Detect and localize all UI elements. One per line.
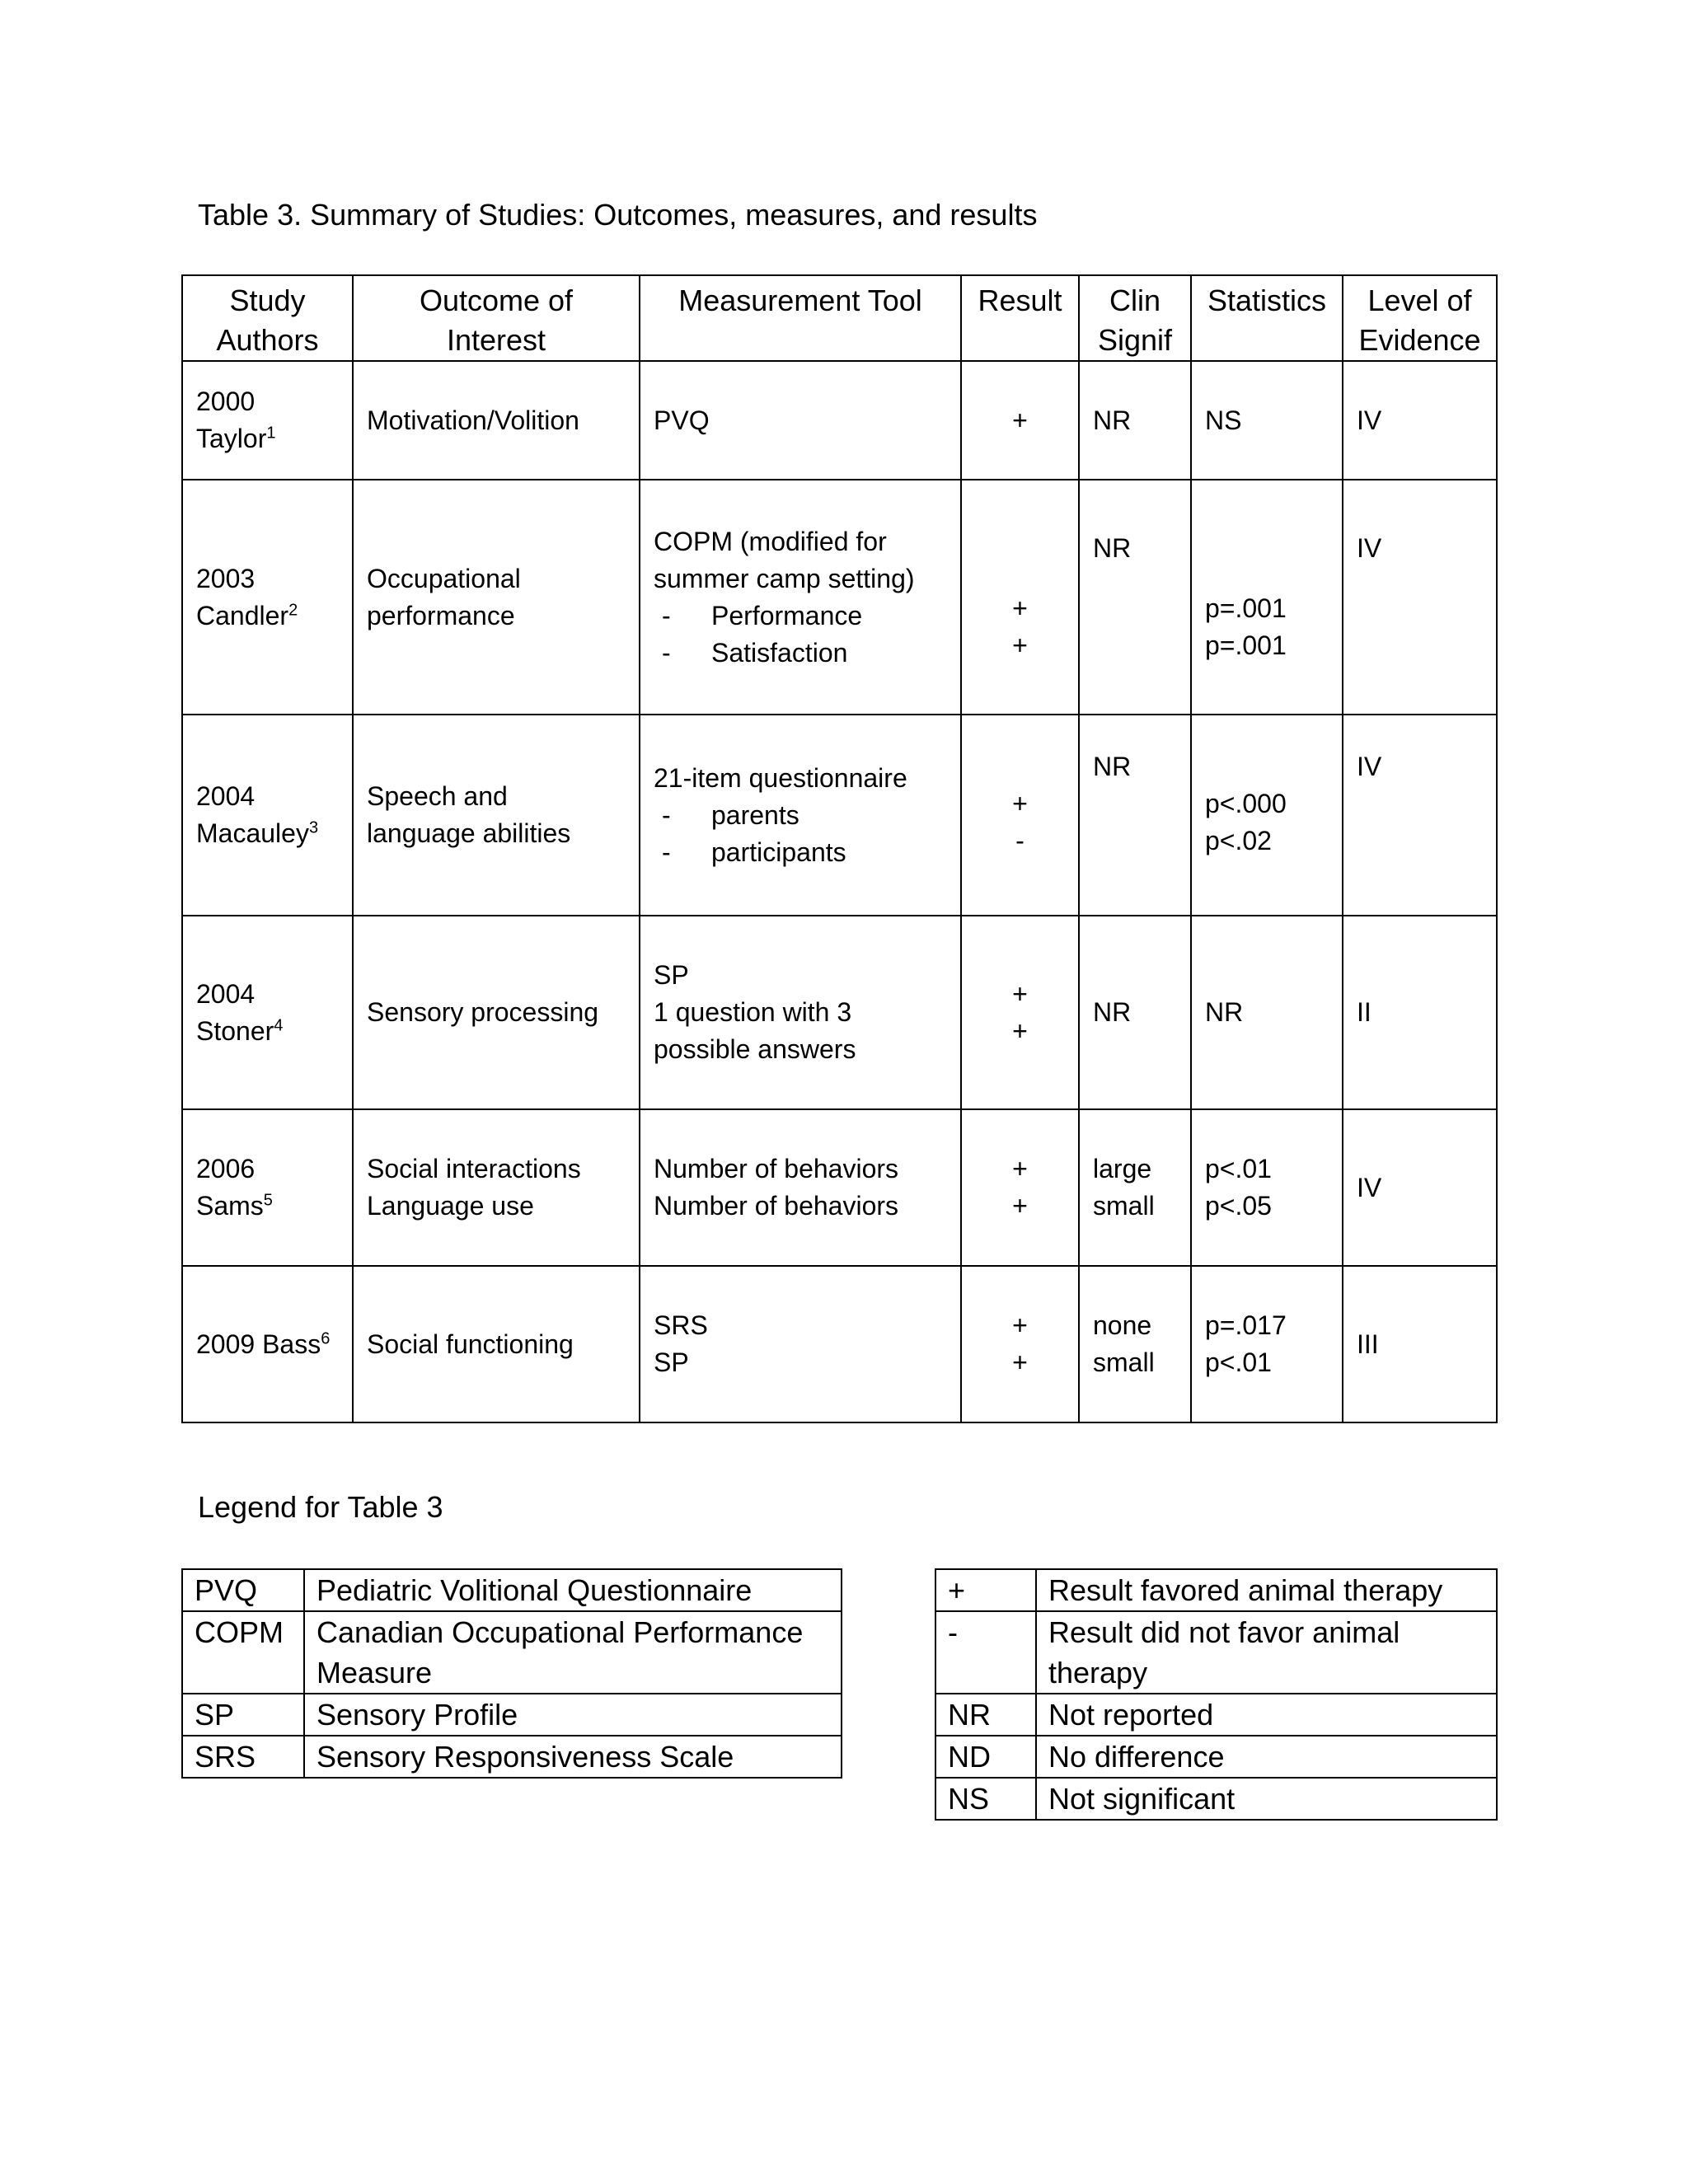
legend-meaning: Pediatric Volitional Questionnaire xyxy=(304,1569,842,1611)
clin-signif-cell xyxy=(1079,916,1191,1109)
result-cell xyxy=(961,916,1079,1109)
tool-line: SP xyxy=(654,960,689,990)
outcome-line: Social functioning xyxy=(367,1329,574,1359)
legend-abbreviation: COPM xyxy=(182,1611,304,1694)
bullet-dash: - xyxy=(662,799,671,830)
study-authors-cell xyxy=(182,1266,353,1422)
result-value: + xyxy=(1012,1310,1028,1340)
table-row xyxy=(182,480,1497,715)
legend-meaning: Result favored animal therapy xyxy=(1036,1569,1497,1611)
legend-row xyxy=(182,1611,842,1694)
reference-number: 6 xyxy=(321,1329,331,1347)
measurement-tool-cell xyxy=(640,361,961,480)
header-level-of-evidence: Level of Evidence xyxy=(1343,275,1497,361)
tool-line: PVQ xyxy=(654,405,710,435)
result-value: + xyxy=(1012,593,1028,623)
level-value: II xyxy=(1357,997,1372,1027)
header-statistics: Statistics xyxy=(1191,275,1343,361)
legend-symbol: + xyxy=(935,1569,1036,1611)
statistics-value: NR xyxy=(1205,997,1244,1027)
table-row xyxy=(182,916,1497,1109)
header-result: Result xyxy=(961,275,1079,361)
clin-signif-value: NR xyxy=(1093,997,1132,1027)
header-measurement-tool: Measurement Tool xyxy=(640,275,961,361)
outcome-line: Occupational xyxy=(367,563,521,593)
legend-meaning: Sensory Profile xyxy=(304,1694,842,1736)
outcome-cell xyxy=(353,1109,640,1266)
study-author: Macauley xyxy=(196,818,309,848)
result-value: + xyxy=(1012,630,1028,660)
legend-row xyxy=(935,1569,1497,1611)
outcome-line: Motivation/Volition xyxy=(367,405,579,435)
tool-sub-item xyxy=(654,598,947,635)
tool-line: possible answers xyxy=(654,1034,856,1064)
study-year: 2004 xyxy=(196,978,256,1009)
study-authors-cell xyxy=(182,480,353,715)
tool-line: Number of behaviors xyxy=(654,1154,899,1183)
legend-abbreviation: SP xyxy=(182,1694,304,1736)
result-cell xyxy=(961,361,1079,480)
tool-line: 21-item questionnaire xyxy=(654,762,907,793)
level-of-evidence-cell xyxy=(1343,1266,1497,1422)
level-value: IV xyxy=(1357,405,1382,435)
result-value: + xyxy=(1012,1191,1028,1221)
legend-title: Legend for Table 3 xyxy=(198,1490,443,1524)
outcome-line: Language use xyxy=(367,1191,534,1221)
study-year: 2009 Bass xyxy=(196,1329,321,1359)
legend-row xyxy=(935,1611,1497,1694)
tool-line: SP xyxy=(654,1347,689,1377)
result-cell xyxy=(961,1109,1079,1266)
result-value: + xyxy=(1012,978,1028,1009)
clin-signif-cell xyxy=(1079,361,1191,480)
header-outcome: Outcome of Interest xyxy=(353,275,640,361)
level-of-evidence-cell xyxy=(1343,1109,1497,1266)
outcome-cell xyxy=(353,715,640,916)
measurement-tool-cell xyxy=(640,480,961,715)
table-row xyxy=(182,1109,1497,1266)
header-clin-signif: Clin Signif xyxy=(1079,275,1191,361)
table-caption: Table 3. Summary of Studies: Outcomes, measures, and results xyxy=(198,198,1038,232)
outcome-line: Social interactions xyxy=(367,1154,581,1183)
clin-signif-cell xyxy=(1079,480,1191,715)
table-row xyxy=(182,715,1497,916)
clin-signif-value: small xyxy=(1093,1347,1155,1377)
outcome-line: language abilities xyxy=(367,818,571,848)
legend-meaning: Not reported xyxy=(1036,1694,1497,1736)
level-value: IV xyxy=(1357,533,1382,563)
result-value: + xyxy=(1012,405,1028,435)
study-year: 2003 xyxy=(196,563,256,593)
clin-signif-value: small xyxy=(1093,1191,1155,1221)
clin-signif-value: none xyxy=(1093,1310,1152,1340)
abbreviation-legend xyxy=(181,1568,842,1779)
level-value: IV xyxy=(1357,752,1382,781)
study-year: 2004 xyxy=(196,781,256,811)
tool-sub-item xyxy=(654,635,947,672)
level-value: III xyxy=(1357,1329,1379,1359)
studies-table xyxy=(181,274,1498,1423)
outcome-cell xyxy=(353,916,640,1109)
outcome-cell xyxy=(353,1266,640,1422)
level-value: IV xyxy=(1357,1172,1382,1202)
statistics-value: p<.05 xyxy=(1205,1191,1272,1221)
reference-number: 2 xyxy=(288,600,298,619)
statistics-cell xyxy=(1191,480,1343,715)
study-authors-cell xyxy=(182,715,353,916)
statistics-value: p<.02 xyxy=(1205,826,1272,855)
tool-sub-item xyxy=(654,834,947,871)
result-value: + xyxy=(1012,1347,1028,1377)
result-value: + xyxy=(1012,789,1028,818)
outcome-line: Sensory processing xyxy=(367,997,599,1027)
legend-abbreviation: PVQ xyxy=(182,1569,304,1611)
tool-line: 1 question with 3 xyxy=(654,997,852,1027)
legend-meaning: No difference xyxy=(1036,1736,1497,1778)
tool-sub-item xyxy=(654,797,947,834)
clin-signif-value: NR xyxy=(1093,752,1132,781)
legend-meaning: Sensory Responsiveness Scale xyxy=(304,1736,842,1778)
legend-meaning: Not significant xyxy=(1036,1778,1497,1820)
study-authors-cell xyxy=(182,916,353,1109)
statistics-cell xyxy=(1191,1266,1343,1422)
result-value: + xyxy=(1012,1015,1028,1046)
legend-symbol: NS xyxy=(935,1778,1036,1820)
tool-line: summer camp setting) xyxy=(654,563,915,593)
legend-abbreviation: SRS xyxy=(182,1736,304,1778)
legend-row xyxy=(182,1569,842,1611)
outcome-line: performance xyxy=(367,600,515,630)
table-row xyxy=(182,361,1497,480)
tool-sub-label: Performance xyxy=(711,600,863,630)
statistics-value: p=.001 xyxy=(1205,593,1287,623)
reference-number: 5 xyxy=(263,1191,273,1210)
tool-line: COPM (modified for xyxy=(654,526,887,556)
statistics-value: p<.01 xyxy=(1205,1347,1272,1377)
study-author: Candler xyxy=(196,600,289,630)
statistics-cell xyxy=(1191,1109,1343,1266)
statistics-value: p=.017 xyxy=(1205,1310,1287,1340)
study-authors-cell xyxy=(182,361,353,480)
tool-sub-label: parents xyxy=(711,799,799,830)
clin-signif-value: large xyxy=(1093,1154,1152,1183)
tool-line: SRS xyxy=(654,1310,708,1340)
statistics-cell xyxy=(1191,916,1343,1109)
level-of-evidence-cell xyxy=(1343,715,1497,916)
legend-row xyxy=(935,1694,1497,1736)
study-author: Sams xyxy=(196,1191,264,1221)
legend-row xyxy=(182,1694,842,1736)
study-authors-cell xyxy=(182,1109,353,1266)
legend-meaning: Result did not favor animal therapy xyxy=(1036,1611,1497,1694)
statistics-value: p<.01 xyxy=(1205,1154,1272,1183)
study-author: Stoner xyxy=(196,1015,274,1046)
result-cell xyxy=(961,715,1079,916)
result-value: - xyxy=(1015,826,1025,855)
table-row xyxy=(182,1266,1497,1422)
level-of-evidence-cell xyxy=(1343,361,1497,480)
measurement-tool-cell xyxy=(640,916,961,1109)
measurement-tool-cell xyxy=(640,1109,961,1266)
legend-symbol: - xyxy=(935,1611,1036,1694)
bullet-dash: - xyxy=(662,637,671,668)
result-value: + xyxy=(1012,1154,1028,1183)
bullet-dash: - xyxy=(662,837,671,867)
tool-sub-label: participants xyxy=(711,837,846,867)
level-of-evidence-cell xyxy=(1343,916,1497,1109)
study-author: Taylor xyxy=(196,424,267,453)
legend-row xyxy=(935,1778,1497,1820)
symbol-legend xyxy=(935,1568,1498,1821)
statistics-cell xyxy=(1191,361,1343,480)
legend-row xyxy=(182,1736,842,1778)
clin-signif-cell xyxy=(1079,1266,1191,1422)
level-of-evidence-cell xyxy=(1343,480,1497,715)
outcome-cell xyxy=(353,480,640,715)
legend-row xyxy=(935,1736,1497,1778)
reference-number: 1 xyxy=(266,424,276,443)
statistics-value: NS xyxy=(1205,405,1242,435)
table-header-row xyxy=(182,275,1497,361)
measurement-tool-cell xyxy=(640,715,961,916)
reference-number: 4 xyxy=(274,1015,284,1034)
tool-line: Number of behaviors xyxy=(654,1191,899,1221)
legend-meaning: Canadian Occupational Performance Measure xyxy=(304,1611,842,1694)
statistics-value: p<.000 xyxy=(1205,789,1287,818)
study-year: 2006 xyxy=(196,1154,256,1183)
study-year: 2000 xyxy=(196,387,256,416)
result-cell xyxy=(961,480,1079,715)
statistics-cell xyxy=(1191,715,1343,916)
outcome-cell xyxy=(353,361,640,480)
header-study-authors: Study Authors xyxy=(182,275,353,361)
outcome-line: Speech and xyxy=(367,781,508,811)
legend-symbol: NR xyxy=(935,1694,1036,1736)
clin-signif-cell xyxy=(1079,715,1191,916)
result-cell xyxy=(961,1266,1079,1422)
clin-signif-value: NR xyxy=(1093,405,1132,435)
bullet-dash: - xyxy=(662,600,671,630)
measurement-tool-cell xyxy=(640,1266,961,1422)
legend-symbol: ND xyxy=(935,1736,1036,1778)
statistics-value: p=.001 xyxy=(1205,630,1287,660)
tool-sub-label: Satisfaction xyxy=(711,637,848,668)
clin-signif-value: NR xyxy=(1093,533,1132,563)
reference-number: 3 xyxy=(308,818,319,837)
clin-signif-cell xyxy=(1079,1109,1191,1266)
